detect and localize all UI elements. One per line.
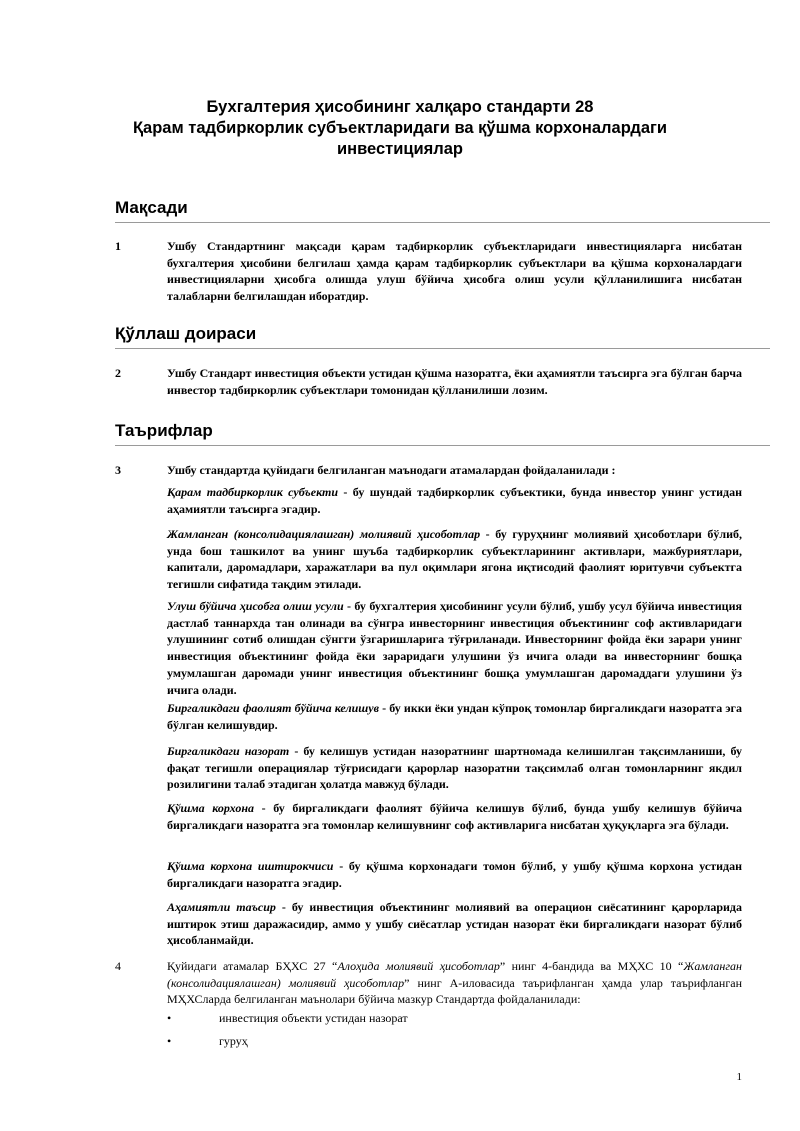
standard-title-ias27: Алоҳида молиявий ҳисоботлар xyxy=(337,959,500,973)
definition-text: - бу бухгалтерия ҳисобининг усули бўлиб, ушбу усул бўйича инвестиция дастлаб таннархда тан олинади ва сўнгра инвесторнинг инвестиция объектининг соф активларидаги улушининг сотиб олишдан сўнгги ўзгаришларига тўғриланади. Инвесторнинг фойда ёки зарари унинг инвестиция объектининг фойда ёки зараридаги улушини ўз ичига олади ва инвесторнинг бошқа умумлашган даромади унинг инвестиция объектининг бошқа умумлашган даромаддаги улушини ўз ичига олади. xyxy=(167,599,742,697)
bullet-marker: • xyxy=(167,1011,172,1025)
section-heading-objective: Мақсади xyxy=(115,198,770,223)
definition-text: - бу гуруҳнинг молиявий ҳисоботлари бўлиб, унда бош ташкилот ва унинг шуъба тадбиркорлик субъектларининг активлари, мажбуриятлари, капитали, даромадлари, харажатлари ва пул оқимлари ягона иқтисодий фаолият юритувчи субъектга тегишли сифатида тақдим этилади. xyxy=(167,527,742,592)
title-line-1: Бухгалтерия ҳисобининг халқаро стандарти 28 xyxy=(206,98,594,116)
definition-item xyxy=(167,700,742,733)
definition-item xyxy=(167,858,742,891)
section-heading-scope: Қўллаш доираси xyxy=(115,324,770,349)
definition-text: - бу қўшма корхонадаги томон бўлиб, у ушбу қўшма корхона устидан биргаликдаги назоратга эгадир. xyxy=(167,859,742,890)
bullet-item: гуруҳ xyxy=(219,1034,248,1048)
document-title xyxy=(0,97,800,160)
definition-term: Аҳамиятли таъсир xyxy=(167,900,276,914)
definition-item xyxy=(167,800,742,833)
definition-item xyxy=(167,484,742,517)
definition-term: Биргаликдаги фаолият бўйича келишув xyxy=(167,701,379,715)
definition-term: Қўшма корхона xyxy=(167,801,255,815)
definition-item xyxy=(167,899,742,949)
bullet-item: инвестиция объекти устидан назорат xyxy=(219,1011,408,1025)
definition-text: - бу инвестиция объектининг молиявий ва операцион сиёсатининг қарорларида иштирок этиш даражасидир, аммо у ушбу сиёсатлар устидан назорат ёки биргаликдаги назорат бўлиб ҳисобланмайди. xyxy=(167,900,742,948)
definition-text: - бу икки ёки ундан кўпроқ томонлар биргаликдаги назоратга эга бўлган келишувдир. xyxy=(167,701,742,732)
definition-text: - бу келишув устидан назоратнинг шартномада келишилган тақсимланиши, бу фақат тегишли операциялар тўғрисидаги қарорлар назоратни тақсимлаб олган томонларнинг якдил розилигини талаб этадиган ҳолатда мавжуд бўлади. xyxy=(167,744,742,792)
bullet-marker: • xyxy=(167,1034,172,1048)
paragraph-text-part: ” нинг А-иловасида таърифланган ҳамда улар таърифланган МҲХСларда белгиланган маънолари бўйича мазкур Стандартда фойдаланилади: xyxy=(167,975,742,1007)
paragraph-text-part: Қуйидаги атамалар БҲХС 27 “ xyxy=(167,959,338,973)
paragraph-number: 2 xyxy=(115,366,121,380)
title-line-2: Қарам тадбиркорлик субъектларидаги ва қўшма корхоналардаги xyxy=(132,119,668,137)
paragraph-number: 1 xyxy=(115,239,121,253)
paragraph-number: 4 xyxy=(115,959,121,973)
standard-title-ifrs10: Жамланган (консолидациялашган) молиявий ҳисоботлар xyxy=(167,959,742,990)
definition-text: - бу биргаликдаги фаолият бўйича келишув бўлиб, бунда ушбу келишув бўйича биргаликдаги назоратга эга томонлар келишувнинг соф активларига нисбатан ҳуқуқларга эга бўлади. xyxy=(167,801,742,832)
definition-text: - бу шундай тадбиркорлик субъектики, бунда инвестор унинг устидан аҳамиятли таъсирга эгадир. xyxy=(167,485,743,516)
definition-term: Қарам тадбиркорлик субъекти xyxy=(167,485,339,499)
definition-item xyxy=(167,526,742,593)
paragraph-text: Ушбу Стандартнинг мақсади қарам тадбиркорлик субъектларидаги инвестицияларга нисбатан бухгалтерия ҳисобини белгилаш ҳамда қарам тадбиркорлик субъектлари ва қўшма корхоналардаги инвестицияларни ҳисобга олишда улуш бўйича ҳисобга олиш усули қўлланилишига нисбатан талабларни белгилашдан иборатдир. xyxy=(167,239,742,304)
paragraph-text: Ушбу стандартда қуйидаги белгиланган маънодаги атамалардан фойдаланилади : xyxy=(167,463,616,477)
definition-term: Қўшма корхона иштирокчиси xyxy=(167,859,334,873)
paragraph-text-part: ” нинг 4-бандида ва МҲХС 10 “ xyxy=(499,959,684,973)
definition-term: Биргаликдаги назорат xyxy=(167,744,290,758)
definition-item xyxy=(167,743,742,793)
paragraph-text xyxy=(167,958,742,1008)
definition-term: Жамланган (консолидациялашган) молиявий ҳисоботлар xyxy=(167,527,481,541)
page-number: 1 xyxy=(736,1071,742,1083)
paragraph-number: 3 xyxy=(115,463,121,477)
definition-item xyxy=(167,598,742,698)
paragraph-text: Ушбу Стандарт инвестиция объекти устидан қўшма назоратга, ёки аҳамиятли таъсирга эга бўлган барча инвестор тадбиркорлик субъектлари томонидан қўлланилиши лозим. xyxy=(167,366,742,397)
definition-term: Улуш бўйича ҳисобга олиш усули xyxy=(167,599,344,613)
title-line-3: инвестициялар xyxy=(336,140,464,158)
section-heading-definitions: Таърифлар xyxy=(115,421,770,446)
